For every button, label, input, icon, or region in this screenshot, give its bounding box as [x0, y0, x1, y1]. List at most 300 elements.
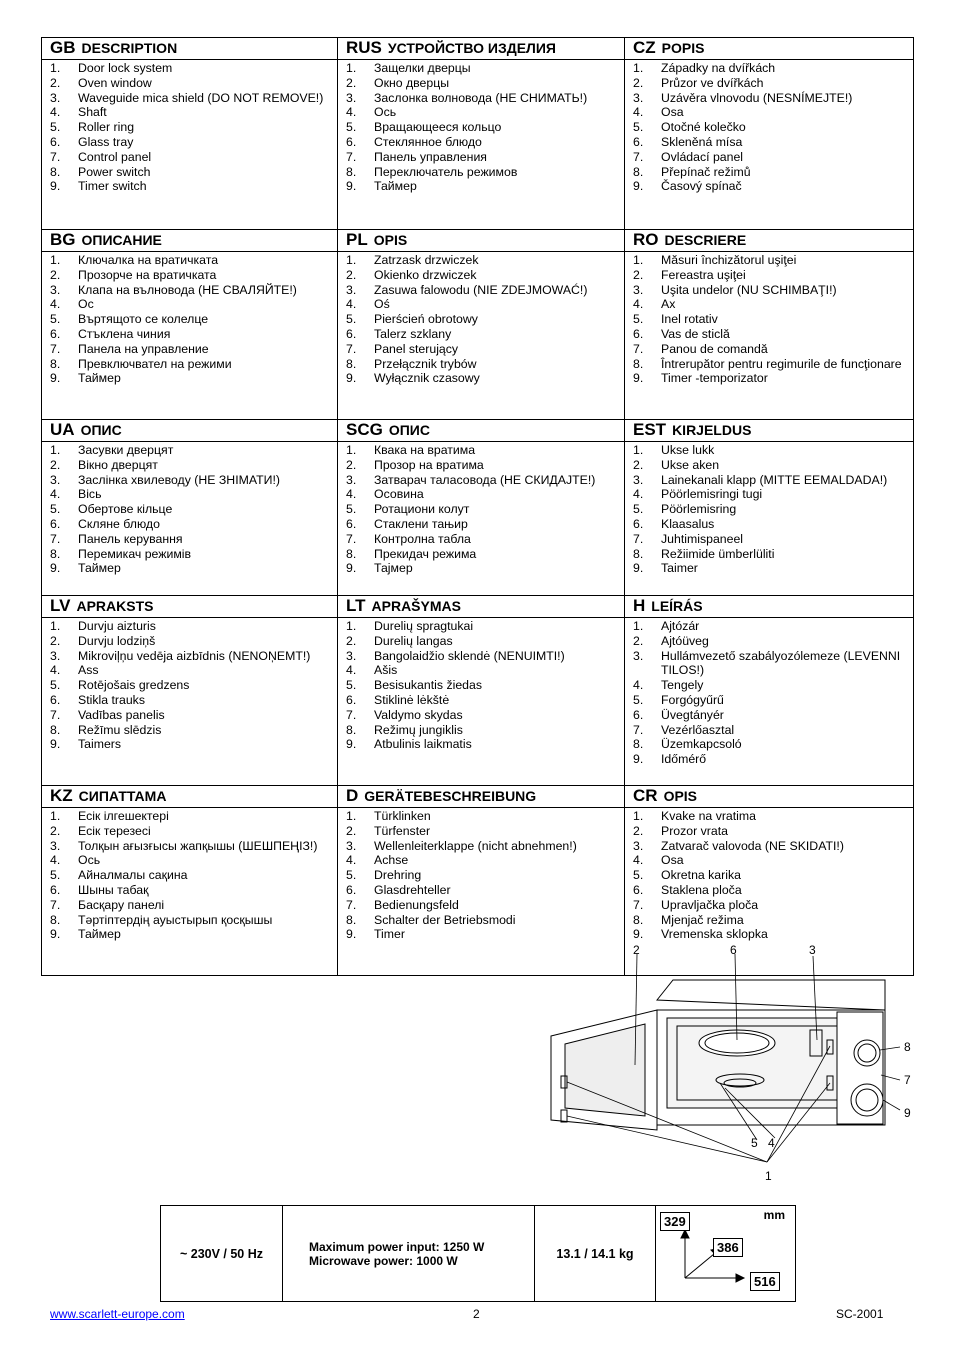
- parts-list: [633, 809, 909, 942]
- list-item: [346, 443, 620, 458]
- item-number: 8.: [50, 546, 61, 561]
- item-text: Skleněná mísa: [661, 134, 743, 149]
- list-item: [633, 737, 909, 752]
- parts-list-cell: [338, 60, 625, 230]
- language-code: RUS: [346, 38, 382, 57]
- item-number: 6.: [346, 516, 357, 531]
- item-number: 3.: [50, 90, 61, 105]
- item-number: 1.: [346, 809, 357, 823]
- list-item: [50, 458, 333, 473]
- list-item: [633, 853, 909, 868]
- item-text: Скляне блюдо: [78, 516, 160, 531]
- list-item: [346, 105, 620, 120]
- item-text: Lainekanali klapp (MITTE EEMALDADA!): [661, 472, 888, 487]
- item-number: 7.: [50, 707, 61, 722]
- list-item: [633, 547, 909, 562]
- model-number: SC-2001: [836, 1307, 884, 1321]
- list-item: [633, 135, 909, 150]
- item-number: 2.: [346, 823, 357, 838]
- item-number: 4.: [633, 105, 644, 120]
- item-number: 4.: [50, 487, 61, 502]
- item-number: 1.: [633, 61, 644, 75]
- item-text: Okienko drzwiczek: [374, 267, 477, 282]
- item-number: 6.: [346, 326, 357, 341]
- section-title: GERÄTEBESCHREIBUNG: [364, 788, 537, 804]
- item-number: 4.: [346, 853, 357, 868]
- website-link[interactable]: www.scarlett-europe.com: [50, 1307, 185, 1321]
- dim-height: 329: [660, 1212, 690, 1231]
- parts-list-cell: [338, 252, 625, 420]
- section-header: [338, 596, 625, 618]
- list-item: [50, 619, 333, 634]
- list-item: [346, 150, 620, 165]
- item-number: 1.: [50, 443, 61, 457]
- list-item: [633, 268, 909, 283]
- item-number: 2.: [50, 457, 61, 472]
- list-item: [633, 517, 909, 532]
- parts-list: [633, 443, 909, 576]
- item-text: Превключвател на режими: [78, 356, 232, 371]
- item-text: Zatrzask drzwiczek: [374, 253, 479, 267]
- item-number: 9.: [346, 561, 357, 576]
- list-item: [50, 312, 333, 327]
- item-text: Окно дверцы: [374, 75, 450, 90]
- item-number: 1.: [633, 809, 644, 823]
- item-number: 7.: [633, 897, 644, 912]
- item-text: Uzávěra vlnovodu (NESNÍMEJTE!): [661, 90, 853, 105]
- item-text: Ass: [78, 663, 99, 678]
- list-item: [346, 693, 620, 708]
- list-item: [633, 76, 909, 91]
- item-text: Achse: [374, 853, 409, 868]
- item-number: 2.: [633, 75, 644, 90]
- list-item: [50, 371, 333, 386]
- list-item: [633, 342, 909, 357]
- item-text: Glass tray: [78, 134, 134, 149]
- list-item: [50, 649, 333, 664]
- list-item: [633, 634, 909, 649]
- item-text: Rotējošais gredzens: [78, 678, 190, 693]
- item-number: 3.: [633, 90, 644, 105]
- description-grid: [41, 37, 914, 976]
- list-item: [633, 443, 909, 458]
- list-item: [346, 678, 620, 693]
- item-text: Juhtimispaneel: [661, 531, 744, 546]
- list-item: [50, 634, 333, 649]
- item-text: Roller ring: [78, 120, 135, 135]
- language-code: H: [633, 596, 646, 615]
- parts-list-cell: [625, 252, 914, 420]
- item-text: Întrerupător pentru regimurile de funcţionare: [661, 356, 902, 371]
- item-text: Stikla trauks: [78, 692, 145, 707]
- section-title: OPIS: [373, 232, 408, 248]
- language-code: CZ: [633, 38, 656, 57]
- list-item: [50, 927, 333, 942]
- callout-4: 4: [768, 1136, 775, 1150]
- list-item: [633, 678, 909, 693]
- section-header: [625, 38, 914, 60]
- item-text: Ukse lukk: [661, 443, 715, 457]
- list-item: [633, 179, 909, 194]
- item-number: 6.: [633, 707, 644, 722]
- item-text: Durvju aizturis: [78, 619, 156, 633]
- item-number: 4.: [50, 853, 61, 868]
- list-item: [346, 473, 620, 488]
- section-title: УСТРОЙСТВО ИЗДЕЛИЯ: [387, 40, 556, 56]
- list-item: [633, 371, 909, 386]
- language-code: D: [346, 786, 359, 805]
- item-number: 5.: [633, 312, 644, 327]
- list-item: [50, 547, 333, 562]
- item-number: 5.: [346, 502, 357, 517]
- item-number: 2.: [633, 823, 644, 838]
- item-text: Басқару панелі: [78, 897, 165, 912]
- item-number: 8.: [633, 737, 644, 752]
- item-text: Door lock system: [78, 61, 173, 75]
- list-item: [50, 868, 333, 883]
- list-item: [50, 839, 333, 854]
- list-item: [633, 61, 909, 76]
- parts-list: [633, 61, 909, 194]
- item-number: 4.: [50, 663, 61, 678]
- list-item: [346, 312, 620, 327]
- item-number: 6.: [346, 692, 357, 707]
- item-number: 9.: [633, 561, 644, 576]
- list-item: [633, 297, 909, 312]
- item-text: Стеклянное блюдо: [374, 134, 482, 149]
- item-text: Mjenjač režima: [661, 912, 744, 927]
- parts-list-cell: [42, 60, 338, 230]
- item-text: Zasuwa falowodu (NIE ZDEJMOWAĆ!): [374, 282, 588, 297]
- item-number: 8.: [50, 164, 61, 179]
- section-header: [42, 420, 338, 442]
- item-text: Západky na dvířkách: [661, 61, 776, 75]
- item-text: Wellenleiterklappe (nicht abnehmen!): [374, 838, 577, 853]
- list-item: [633, 91, 909, 106]
- item-text: Панель управления: [374, 149, 487, 164]
- item-number: 9.: [633, 179, 644, 194]
- section-header: [338, 38, 625, 60]
- list-item: [50, 357, 333, 372]
- list-item: [346, 487, 620, 502]
- footer-website[interactable]: [50, 1307, 185, 1321]
- item-number: 4.: [346, 105, 357, 120]
- item-number: 5.: [633, 120, 644, 135]
- item-number: 9.: [50, 927, 61, 942]
- item-number: 8.: [633, 356, 644, 371]
- section-title: СИПАТТАМА: [78, 788, 167, 804]
- item-text: Тәртіптердің ауыстырып қосқышы: [78, 912, 273, 927]
- list-item: [346, 708, 620, 723]
- item-number: 8.: [346, 912, 357, 927]
- list-item: [633, 809, 909, 824]
- item-number: 2.: [346, 267, 357, 282]
- item-text: Стаклени тањир: [374, 516, 468, 531]
- list-item: [633, 312, 909, 327]
- item-number: 1.: [50, 619, 61, 633]
- item-number: 9.: [633, 752, 644, 767]
- item-text: Klaasalus: [661, 516, 715, 531]
- list-item: [346, 737, 620, 752]
- item-text: Taimer: [661, 561, 698, 576]
- item-text: Ax: [661, 297, 676, 312]
- item-number: 9.: [50, 561, 61, 576]
- item-text: Есік ілгешектері: [78, 809, 169, 823]
- section-header: [338, 420, 625, 442]
- list-item: [346, 135, 620, 150]
- list-item: [633, 253, 909, 268]
- list-item: [50, 253, 333, 268]
- specs-table: [160, 1205, 796, 1302]
- language-code: LT: [346, 596, 366, 615]
- item-text: Okretna karika: [661, 868, 741, 883]
- item-number: 5.: [633, 692, 644, 707]
- callout-9: 9: [904, 1106, 911, 1120]
- item-text: Переключатель режимов: [374, 164, 518, 179]
- item-number: 4.: [346, 487, 357, 502]
- item-number: 5.: [50, 502, 61, 517]
- list-item: [346, 179, 620, 194]
- item-text: Waveguide mica shield (DO NOT REMOVE!): [78, 90, 324, 105]
- list-item: [633, 898, 909, 913]
- list-item: [633, 165, 909, 180]
- item-text: Glasdrehteller: [374, 882, 451, 897]
- list-item: [50, 883, 333, 898]
- item-number: 9.: [346, 927, 357, 942]
- item-number: 8.: [633, 912, 644, 927]
- item-text: Upravljačka ploča: [661, 897, 759, 912]
- section-header: [625, 420, 914, 442]
- list-item: [346, 91, 620, 106]
- item-text: Вращающееся кольцо: [374, 120, 502, 135]
- item-text: Айналмалы сақина: [78, 868, 188, 883]
- item-number: 5.: [633, 502, 644, 517]
- list-item: [633, 473, 909, 488]
- item-number: 7.: [633, 149, 644, 164]
- list-item: [346, 883, 620, 898]
- item-number: 8.: [50, 722, 61, 737]
- item-text: Măsuri închizătorul uşiţei: [661, 253, 797, 267]
- item-text: Обертове кільце: [78, 502, 173, 517]
- list-item: [633, 868, 909, 883]
- item-number: 5.: [346, 120, 357, 135]
- item-number: 2.: [633, 267, 644, 282]
- weight-cell: [535, 1206, 656, 1302]
- list-item: [50, 532, 333, 547]
- parts-list-cell: [625, 60, 914, 230]
- item-text: Przełącznik trybów: [374, 356, 477, 371]
- item-number: 6.: [50, 326, 61, 341]
- item-number: 3.: [346, 838, 357, 853]
- list-item: [346, 853, 620, 868]
- item-text: Osa: [661, 105, 684, 120]
- list-item: [346, 120, 620, 135]
- language-code: BG: [50, 230, 76, 249]
- list-item: [346, 342, 620, 357]
- language-code: CR: [633, 786, 658, 805]
- item-text: Prozor vrata: [661, 823, 728, 838]
- item-text: Control panel: [78, 149, 152, 164]
- item-number: 6.: [346, 134, 357, 149]
- item-number: 6.: [633, 326, 644, 341]
- item-text: Türfenster: [374, 823, 431, 838]
- item-number: 2.: [50, 75, 61, 90]
- item-number: 2.: [346, 457, 357, 472]
- list-item: [346, 165, 620, 180]
- parts-list-cell: [42, 252, 338, 420]
- list-item: [50, 268, 333, 283]
- item-number: 1.: [633, 253, 644, 267]
- list-item: [346, 561, 620, 576]
- item-text: Таймер: [374, 179, 417, 194]
- callout-1: 1: [765, 1169, 772, 1183]
- item-number: 4.: [346, 663, 357, 678]
- parts-list: [50, 619, 333, 752]
- list-item: [50, 487, 333, 502]
- section-title: LEÍRÁS: [651, 598, 703, 614]
- item-text: Časový spínač: [661, 179, 742, 194]
- voltage-cell: [161, 1206, 283, 1302]
- parts-list: [346, 619, 620, 752]
- list-item: [50, 663, 333, 678]
- section-title: APRAKSTS: [76, 598, 154, 614]
- item-number: 3.: [346, 90, 357, 105]
- item-text: Durelių langas: [374, 633, 453, 648]
- item-text: Ось: [374, 105, 397, 120]
- item-number: 3.: [346, 472, 357, 487]
- list-item: [346, 517, 620, 532]
- item-text: Přepínač režimů: [661, 164, 751, 179]
- item-number: 7.: [50, 531, 61, 546]
- list-item: [50, 517, 333, 532]
- list-item: [50, 105, 333, 120]
- section-header: [625, 230, 914, 252]
- list-item: [346, 371, 620, 386]
- item-number: 5.: [50, 312, 61, 327]
- item-text: Перемикач режимів: [78, 546, 192, 561]
- parts-list-cell: [338, 618, 625, 786]
- item-text: Drehring: [374, 868, 422, 883]
- item-text: Затварач таласовода (НЕ СКИДАЈТЕ!): [374, 472, 596, 487]
- parts-list-cell: [42, 808, 338, 976]
- item-number: 4.: [50, 297, 61, 312]
- list-item: [633, 708, 909, 723]
- item-text: Прозор на вратима: [374, 457, 484, 472]
- item-text: Bedienungsfeld: [374, 897, 459, 912]
- list-item: [346, 532, 620, 547]
- item-number: 3.: [50, 472, 61, 487]
- item-number: 7.: [633, 531, 644, 546]
- item-text: Таймер: [78, 561, 121, 576]
- item-text: Besisukantis žiedas: [374, 678, 482, 693]
- language-code: KZ: [50, 786, 73, 805]
- item-text: Vas de sticlă: [661, 326, 730, 341]
- item-number: 8.: [346, 722, 357, 737]
- item-text: Osa: [661, 853, 684, 868]
- item-text: Mikroviļņu vedēja aizbīdnis (NENOŅEMT!): [78, 648, 311, 663]
- list-item: [50, 853, 333, 868]
- item-text: Oven window: [78, 75, 152, 90]
- item-text: Вікно дверцят: [78, 457, 158, 472]
- section-header: [625, 596, 914, 618]
- item-number: 6.: [633, 882, 644, 897]
- section-header: [42, 230, 338, 252]
- callout-3: 3: [809, 943, 816, 957]
- item-number: 9.: [633, 927, 644, 942]
- item-number: 4.: [633, 297, 644, 312]
- item-text: Shaft: [78, 105, 107, 120]
- list-item: [346, 913, 620, 928]
- language-code: GB: [50, 38, 76, 57]
- item-text: Hullámvezető szabályozólemeze (LEVENNI TILOS!): [661, 648, 901, 678]
- section-title: ОПИС: [80, 422, 122, 438]
- item-text: Въртящото се колелце: [78, 312, 209, 327]
- list-item: [346, 839, 620, 854]
- section-title: OPIS: [663, 788, 698, 804]
- item-text: Türklinken: [374, 809, 431, 823]
- callout-6: 6: [730, 943, 737, 957]
- item-text: Стъклена чиния: [78, 326, 171, 341]
- language-code: RO: [633, 230, 659, 249]
- item-text: Timer switch: [78, 179, 147, 194]
- item-text: Atbulinis laikmatis: [374, 737, 472, 752]
- list-item: [346, 253, 620, 268]
- section-header: [42, 38, 338, 60]
- parts-list: [346, 253, 620, 386]
- callout-7: 7: [904, 1073, 911, 1087]
- item-number: 6.: [50, 692, 61, 707]
- item-text: Uşita undelor (NU SCHIMBAŢI!): [661, 282, 837, 297]
- item-text: Timer -temporizator: [661, 371, 768, 386]
- item-text: Bangolaidžio sklendė (NENUIMTI!): [374, 648, 565, 663]
- section-header: [625, 786, 914, 808]
- item-number: 9.: [633, 371, 644, 386]
- item-number: 5.: [633, 868, 644, 883]
- item-text: Panel sterujący: [374, 341, 459, 356]
- item-number: 3.: [633, 282, 644, 297]
- item-number: 3.: [633, 648, 644, 663]
- item-number: 5.: [50, 868, 61, 883]
- section-header: [42, 596, 338, 618]
- item-number: 1.: [633, 443, 644, 457]
- list-item: [50, 150, 333, 165]
- item-number: 4.: [50, 105, 61, 120]
- list-item: [50, 737, 333, 752]
- parts-list: [633, 253, 909, 386]
- list-item: [50, 297, 333, 312]
- item-number: 1.: [50, 253, 61, 267]
- item-number: 8.: [50, 356, 61, 371]
- item-text: Durvju lodziņš: [78, 633, 156, 648]
- item-text: Таймер: [78, 927, 121, 942]
- item-text: Шыны табақ: [78, 882, 149, 897]
- list-item: [50, 61, 333, 76]
- list-item: [346, 649, 620, 664]
- list-item: [50, 708, 333, 723]
- list-item: [633, 283, 909, 298]
- item-number: 7.: [346, 341, 357, 356]
- section-title: APRAŠYMAS: [371, 598, 461, 614]
- parts-list: [50, 809, 333, 942]
- item-text: Толқын ағызғысы жапқышы (ШЕШПЕҢІЗ!): [78, 838, 318, 853]
- item-text: Vezérlőasztal: [661, 722, 735, 737]
- item-text: Wyłącznik czasowy: [374, 371, 480, 386]
- item-number: 6.: [633, 134, 644, 149]
- list-item: [633, 723, 909, 738]
- list-item: [633, 458, 909, 473]
- list-item: [633, 327, 909, 342]
- item-text: Kvake na vratima: [661, 809, 757, 823]
